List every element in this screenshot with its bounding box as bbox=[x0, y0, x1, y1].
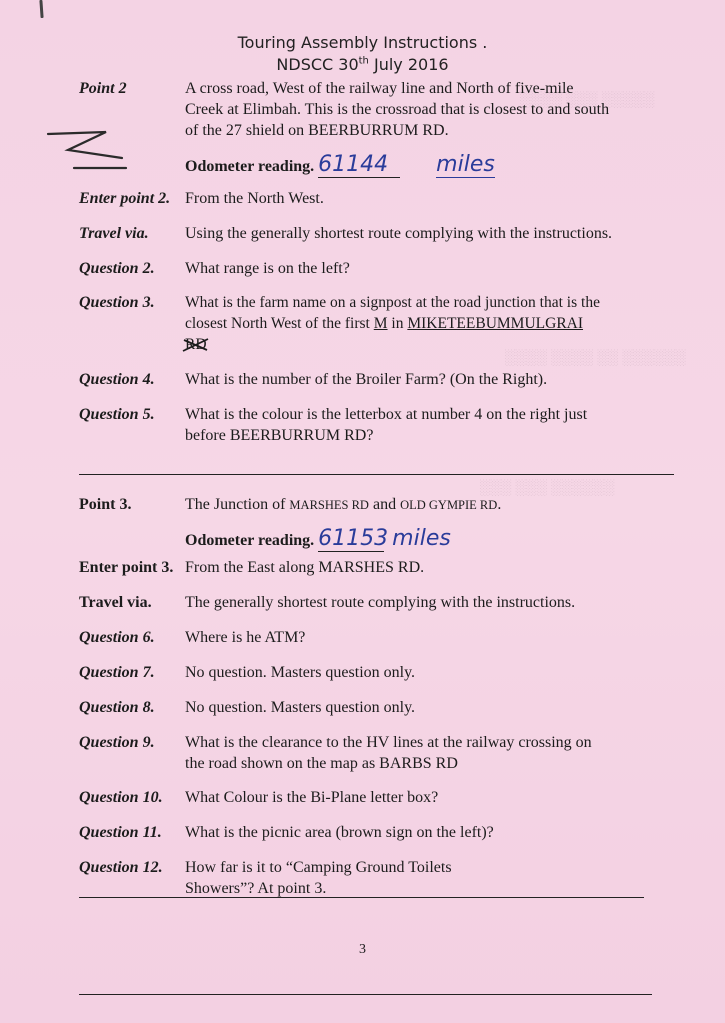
travel-label: Travel via. bbox=[79, 225, 149, 242]
odometer-label: Odometer reading. bbox=[185, 158, 315, 175]
question-text bbox=[185, 292, 665, 355]
point3-description bbox=[185, 494, 665, 516]
point3-desc-fragment: and bbox=[368, 496, 401, 513]
question-underlined: MIKETEEBUMMULGRAI bbox=[407, 315, 584, 332]
point3-desc-fragment: The Junction of bbox=[185, 496, 290, 513]
strike-scribble-icon bbox=[182, 336, 210, 354]
struck-text: RD bbox=[185, 336, 207, 353]
bleed-through-decoration: ░░░░░ ░░░ ░░░░ bbox=[520, 92, 656, 108]
enter-text: From the East along MARSHES RD. bbox=[185, 559, 425, 576]
odometer-value-line bbox=[318, 152, 400, 178]
question-line: the road shown on the map as BARBS RD bbox=[185, 755, 458, 772]
question-label: Question 5. bbox=[79, 406, 155, 423]
question-line: Showers”? At point 3. bbox=[185, 880, 327, 897]
question-text: What is the number of the Broiler Farm? (On the Right). bbox=[185, 371, 548, 388]
point3-desc-fragment: . bbox=[497, 496, 502, 513]
question-line: before BEERBURRUM RD? bbox=[185, 427, 374, 444]
odometer-value-line bbox=[318, 526, 389, 552]
odometer-value: 61153 bbox=[318, 526, 389, 551]
point2-desc-line: of the 27 shield on BEERBURRUM RD. bbox=[185, 122, 449, 139]
odometer-value: 61144 bbox=[318, 152, 389, 177]
footer-rule bbox=[79, 994, 652, 995]
question-label: Question 11. bbox=[79, 824, 162, 841]
question-label: Question 6. bbox=[79, 629, 155, 646]
question-label: Question 8. bbox=[79, 699, 155, 716]
travel-text: The generally shortest route complying with the instructions. bbox=[185, 594, 576, 611]
question-label: Question 4. bbox=[79, 371, 155, 388]
question-line: How far is it to “Camping Ground Toilets bbox=[185, 859, 452, 876]
point2-odometer bbox=[185, 154, 665, 178]
document-title: Touring Assembly Instructions . bbox=[237, 33, 488, 52]
question-line: What is the colour is the letterbox at number 4 on the right just bbox=[185, 406, 588, 423]
question-text: What range is on the left? bbox=[185, 260, 350, 277]
bleed-through-decoration: ░░░░░░ ░░ ░░░░ ░░░░ bbox=[505, 350, 687, 366]
point3-label: Point 3. bbox=[79, 496, 132, 513]
road-name: MARSHES RD bbox=[289, 498, 369, 512]
question-text: What Colour is the Bi-Plane letter box? bbox=[185, 789, 439, 806]
question-label: Question 7. bbox=[79, 664, 155, 681]
odometer-unit: miles bbox=[436, 152, 495, 177]
question-line: What is the farm name on a signpost at the road junction that is the bbox=[185, 294, 600, 311]
odometer-label: Odometer reading. bbox=[185, 532, 315, 549]
travel-text: Using the generally shortest route complying with the instructions. bbox=[185, 225, 613, 242]
section-divider bbox=[79, 897, 644, 898]
question-text: What is the picnic area (brown sign on the left)? bbox=[185, 824, 494, 841]
enter-label: Enter point 2. bbox=[79, 190, 171, 207]
question-text bbox=[185, 732, 665, 774]
question-label: Question 9. bbox=[79, 734, 155, 751]
document-subtitle bbox=[0, 55, 725, 74]
odometer-unit: miles bbox=[392, 526, 451, 551]
question-text bbox=[185, 857, 665, 899]
travel-label: Travel via. bbox=[79, 594, 152, 611]
question-label: Question 10. bbox=[79, 789, 163, 806]
question-label: Question 12. bbox=[79, 859, 163, 876]
question-text: No question. Masters question only. bbox=[185, 699, 416, 716]
subtitle-rest: July 2016 bbox=[368, 55, 449, 74]
question-fragment: closest North West of the first bbox=[185, 315, 374, 332]
point2-description bbox=[185, 78, 665, 141]
handwritten-scribble bbox=[44, 128, 134, 174]
question-label: Question 2. bbox=[79, 260, 155, 277]
question-underlined: M bbox=[373, 315, 388, 332]
point3-odometer bbox=[185, 528, 665, 552]
page-number: 3 bbox=[359, 942, 366, 957]
bleed-through-decoration: ░░░░░░ ░░░ ░░░ bbox=[480, 480, 616, 496]
section-divider bbox=[79, 474, 674, 475]
question-fragment: in bbox=[387, 315, 408, 332]
point2-label: Point 2 bbox=[79, 80, 127, 97]
staple-mark bbox=[39, 0, 43, 18]
question-label: Question 3. bbox=[79, 294, 155, 311]
enter-label: Enter point 3. bbox=[79, 559, 174, 576]
question-text bbox=[185, 404, 665, 446]
point2-desc-line: A cross road, West of the railway line and North of five-mile bbox=[185, 80, 574, 97]
point2-desc-line: Creek at Elimbah. This is the crossroad that is closest to and south bbox=[185, 101, 610, 118]
question-line: What is the clearance to the HV lines at the railway crossing on bbox=[185, 734, 592, 751]
subtitle-sup: th bbox=[358, 55, 369, 67]
question-text: Where is he ATM? bbox=[185, 629, 306, 646]
enter-text: From the North West. bbox=[185, 190, 324, 207]
subtitle-main: NDSCC 30 bbox=[276, 55, 359, 74]
question-line bbox=[185, 334, 207, 355]
question-text: No question. Masters question only. bbox=[185, 664, 416, 681]
road-name: OLD GYMPIE RD bbox=[400, 498, 498, 512]
question-line bbox=[185, 313, 665, 334]
